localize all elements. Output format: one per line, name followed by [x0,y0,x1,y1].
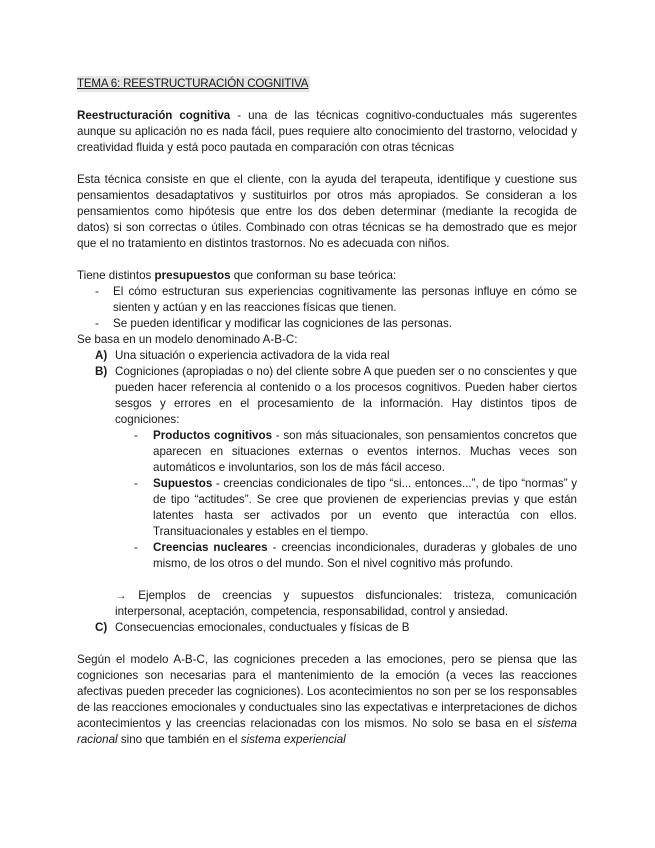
abc-list [77,348,577,636]
cognition-types-list [115,428,577,572]
abc-intro: Se basa en un modelo denominado A-B-C: [77,333,298,346]
presupuestos-intro: Tiene distintos presupuestos que conforman su base teórica: [77,269,397,282]
intro-paragraph [77,108,577,156]
italic-term: sistema racional [77,717,577,746]
list-item: - Supuestos - creencias condicionales de tipo “si... entonces...”, de tipo “normas” y de tipo “actitudes”. Se cree que provienen de experiencias previas y que están latentes hasta ser activados por un evento que interactúa con ellos. Transituacionales y estables en el tiempo. [115,476,577,540]
abc-letter: C) [95,621,108,634]
abc-item-a: A) Una situación o experiencia activadora de la vida real [95,349,390,362]
technique-paragraph: Esta técnica consiste en que el cliente, con la ayuda del terapeuta, identifique y cuestione sus pensamientos desadaptativos y sustituirlos por otros más apropiados. Se consideran a los pensamientos como hipótesis que entre los dos deben determinar (mediante la recogida de datos) si son correctas o útiles. Combinado con otras técnicas se ha demostrado que es mejor que el no tratamiento en distintos trastornos. No es adecuada con niños. [77,173,577,250]
list-item: - Se pueden identificar y modificar las cogniciones de las personas. [77,316,577,332]
abc-item-c: C) Consecuencias emocionales, conductuales y físicas de B [95,621,410,634]
presupuestos-section [77,268,577,332]
abc-letter: B) [95,365,108,378]
abc-section [77,332,577,636]
examples-paragraph: → Ejemplos de creencias y supuestos disfuncionales: tristeza, comunicación interpersonal, aceptación, competencia, responsabilidad, control y ansiedad. [115,589,577,618]
list-item: - Productos cognitivos - son más situacionales, son pensamientos concretos que aparecen en situaciones externas o eventos internos. Muchas veces son automáticos e involuntarios, son los de más fácil acceso. [115,428,577,476]
italic-term: sistema experiencial [240,733,346,746]
abc-letter: A) [95,349,108,362]
intro-term: Reestructuración cognitiva [77,109,231,122]
presupuestos-term: presupuestos [154,269,231,282]
presupuestos-list [77,284,577,332]
document-page [77,76,577,764]
final-paragraph: Según el modelo A-B-C, las cogniciones preceden a las emociones, pero se piensa que las cogniciones son necesarias para el mantenimiento de la emoción (a veces las reacciones afectivas pueden preceder las cogniciones). Los acontecimientos no son per se los responsables de las reacciones emocionales y conductuales sino las expectativas e interpretaciones de dichos acontecimientos y las creencias relacionadas con los mismos. No solo se basa en el sistema racional sino que también en el sistema experiencial [77,653,577,746]
list-item: - El cómo estructuran sus experiencias cognitivamente las personas influye en cómo se sienten y actúan y en las reacciones físicas que tienen. [77,284,577,316]
list-item: - Creencias nucleares - creencias incondicionales, duraderas y globales de uno mismo, de los otros o del mundo. Son el nivel cognitivo más profundo. [115,540,577,572]
intro-text: - una de las técnicas cognitivo-conductuales más sugerentes aunque su aplicación no es nada fácil, pues requiere alto conocimiento del trastorno, velocidad y creatividad fluida y está poco pautada en comparación con otras técnicas [77,109,577,154]
abc-item-b: B) Cogniciones (apropiadas o no) del cliente sobre A que pueden ser o no conscientes y que pueden hacer referencia al contenido o a los procesos cognitivos. Pueden haber ciertos sesgos y errores en el procesamiento de la información. Hay distintos tipos de cogniciones: - Productos cognitivos - son más situacionales, son pensamientos concretos que aparecen en situaciones externas o eventos internos. Muchas veces son automáticos e involuntarios, son los de más fácil acceso. - Supuestos - creencias condicionales de tipo “si... entonces...”, de tipo “normas” y de tipo “actitudes”. Se cree que provienen de experiencias previas y que están latentes hasta ser activados por un evento que interactúa con ellos. Transituacionales y estables en el tiempo. - Creencias nucleares - creencias incondicionales, duraderas y globales de uno mismo, de los otros o del mundo. Son el nivel cognitivo más profundo. → Ejemplos de creencias y supuestos disfuncionales: tristeza, comunicación interpersonal, aceptación, competencia, responsabilidad, control y ansiedad. [77,364,577,620]
document-title: TEMA 6: REESTRUCTURACIÓN COGNITIVA [77,77,309,90]
